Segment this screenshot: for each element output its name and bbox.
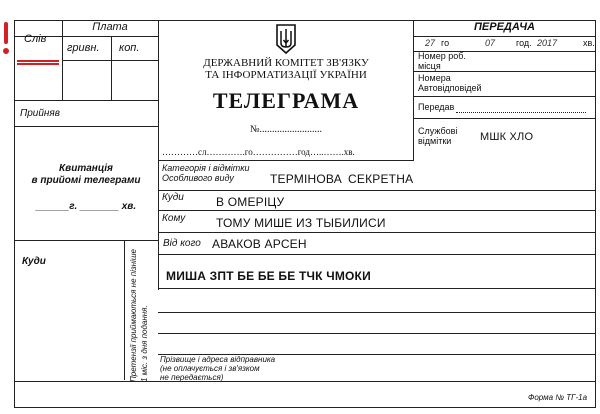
words-label: Слів [24, 33, 47, 45]
kop-label: коп. [119, 42, 140, 54]
receipt-title [14, 163, 158, 187]
transmission-month: 07 [485, 38, 496, 48]
transmission-min: хв. [583, 38, 595, 48]
sender-note-line2: (не оплачується і зв'язком [160, 364, 260, 373]
org-line2: ТА ІНФОРМАТИЗАЦІЇ УКРАЇНИ [205, 69, 367, 81]
to-whom-label: Кому [162, 213, 186, 224]
transmission-day: 27 [425, 38, 436, 48]
service-value: МШК ХЛО [480, 131, 534, 143]
category-value-urgent: ТЕРМІНОВА [270, 172, 342, 186]
sent-label: Передав [418, 102, 455, 112]
where-value: В ОМЕРІЦУ [216, 195, 285, 209]
red-underline-2 [17, 63, 59, 65]
hryvn-label: гривн. [67, 42, 100, 54]
category-value-secret: СЕКРЕТНА [348, 172, 414, 186]
receipt-line2: в прийомі телеграми [31, 175, 141, 186]
trident-emblem-icon [274, 23, 298, 55]
transmission-year-label: год. [516, 38, 532, 48]
sender-note-line3: не передається) [160, 373, 224, 382]
workplace-label: Номер роб. місця [418, 51, 466, 71]
from-label: Від кого [163, 238, 201, 249]
red-underline-1 [17, 60, 59, 62]
org-line1: ДЕРЖАВНИЙ КОМІТЕТ ЗВ'ЯЗКУ [203, 57, 369, 69]
exclamation-mark [2, 22, 10, 58]
sender-address-note [160, 355, 275, 382]
transmission-title: ПЕРЕДАЧА [474, 21, 535, 33]
transmission-year: 2017 [537, 38, 558, 48]
service-label: Службові відмітки [418, 126, 458, 146]
date-line: …………сл………….го……………год…..…….хв. [162, 147, 355, 157]
category-label: Категорія і відмітки Особливого виду [162, 163, 250, 183]
where-label: Куди [162, 192, 184, 203]
claims-text: Претензії приймаються не пізніше 1 міс. з дня подання. [129, 249, 149, 382]
payment-label: Плата [92, 21, 128, 33]
receipt-date: ______г. _______ хв. [35, 201, 137, 212]
transmission-go: го [441, 38, 450, 48]
to-whom-value: ТОМУ МИШЕ ИЗ ТЫБИЛИСИ [216, 216, 386, 230]
number-line: №......................... [249, 124, 323, 135]
received-label: Прийняв [20, 108, 60, 119]
receipt-line1: Квитанція [59, 163, 113, 174]
org-name [160, 57, 412, 81]
transmission-date-row [415, 37, 595, 50]
form-number: Форма № ТГ-1а [528, 393, 588, 402]
telegram-title: ТЕЛЕГРАМА [212, 88, 360, 113]
from-value: АВАКОВ АРСЕН [212, 237, 307, 251]
sender-note-line1: Прізвище і адреса відправника [160, 355, 276, 364]
left-where-label: Куди [22, 256, 46, 267]
autoreply-label: Номера Автовідповідей [418, 73, 482, 93]
message-text: МИША ЗПТ БЕ БЕ БЕ ТЧК ЧМОКИ [166, 269, 371, 283]
